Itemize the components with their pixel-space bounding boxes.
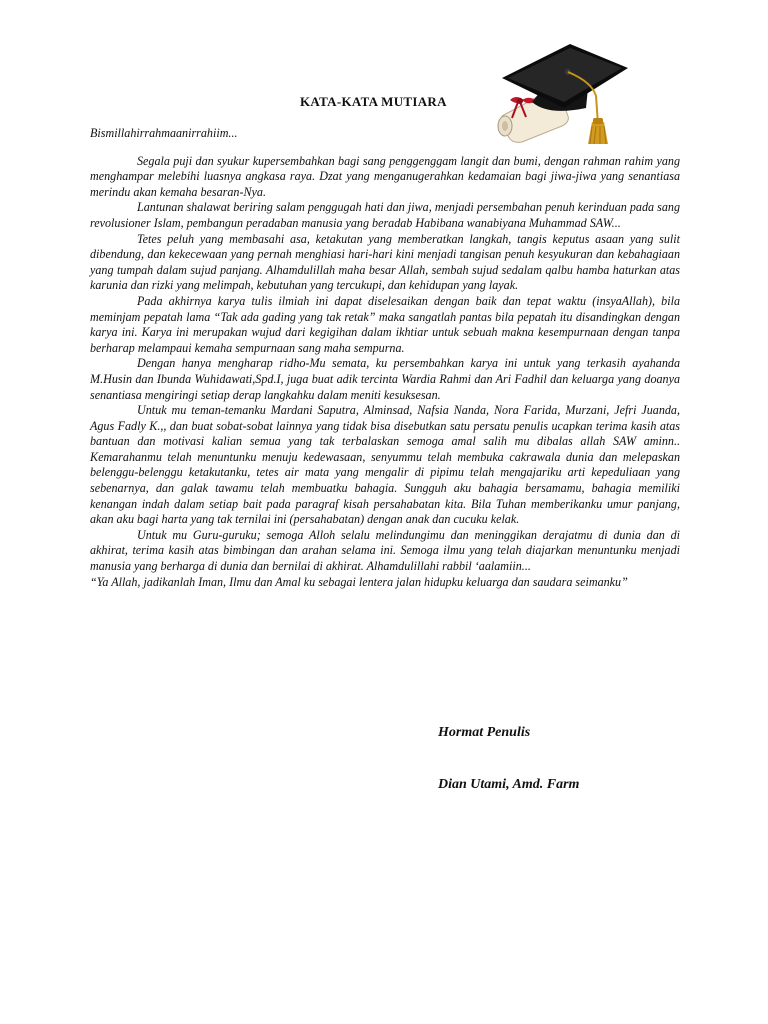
paragraph-praise: Segala puji dan syukur kupersembahkan bagi sang penggenggam langit dan bumi, dengan rahman rahim yang menghampar melebihi luasnya angkasa raya. Dzat yang menganugerahkan kedamaian bagi jiwa-jiwa yang senantiasa merindu akan kemaha besaran-Nya. (90, 153, 680, 199)
paragraph-teachers: Untuk mu Guru-guruku; semoga Alloh selalu melindungimu dan meninggikan derajatmu di dunia dan di akhirat, terima kasih atas bimbingan dan arahan selama ini. Semoga ilmu yang telah diajarkan menuntunku menjadi manusia yang berharga di dunia dan bernilai di akhirat. Alhamdulillahi rabbil ‘aalamiin... (90, 527, 680, 574)
paragraph-family: Dengan hanya mengharap ridho-Mu semata, ku persembahkan karya ini untuk yang terkasih ayahanda M.Husin dan Ibunda Wuhidawati,Spd.I, juga buat adik tercinta Wardia Rahmi dan Ari Fadhil dan keluarga yang doanya senantiasa mengiringi setiap derap langkahku dalam meniti kesuksesan. (90, 356, 680, 402)
paragraph-shalawat: Lantunan shalawat beriring salam penggugah hati dan jiwa, menjadi persembahan penuh kerinduan pada sang revolusioner Islam, pembangun peradaban manusia yang beradab Habibana wanabiyana Muhammad SAW... (90, 200, 680, 230)
paragraph-gratitude: Tetes peluh yang membasahi asa, ketakutan yang memberatkan langkah, tangis keputus asaan yang sulit dibendung, dan kekecewaan yang pernah menghiasi hari-hari kini menjadi tangisan penuh kesyukuran dan kebahagiaan yang tumpah dalam sujud panjang. Alhamdulillah maha besar Allah, sembah sujud sedalam qalbu hamba haturkan atas karunia dan rizki yang melimpah, kebutuhan yang tercukupi, dan kehidupan yang layak. (90, 231, 680, 293)
closing-quote: “Ya Allah, jadikanlah Iman, Ilmu dan Amal ku sebagai lentera jalan hidupku keluarga dan saudara seimanku” (90, 574, 628, 589)
page-title: KATA-KATA MUTIARA (300, 94, 447, 109)
opening-line: Bismillahirrahmaanirrahiim... (90, 126, 238, 140)
author-name: Dian Utami, Amd. Farm (438, 777, 580, 792)
paragraph-work: Pada akhirnya karya tulis ilmiah ini dapat diselesaikan dengan baik dan tepat waktu (insyaAllah), bila meminjam pepatah lama “Tak ada gading yang tak retak” maka sangatlah pantas bila pepatah itu disandingkan dengan karya ini. Karya ini merupakan wujud dari kegigihan dalam ikhtiar untuk sebuah makna kesempurnaan dengan tanpa berharap melampaui kemaha sempurnaan sang maha sempurna. (90, 293, 680, 355)
document-body (90, 126, 680, 590)
closing-salutation: Hormat Penulis (438, 725, 531, 740)
paragraph-friends: Untuk mu teman-temanku Mardani Saputra, Alminsad, Nafsia Nanda, Nora Farida, Murzani, Jefri Juanda, Agus Fadly K.,, dan buat sobat-sobat lainnya yang tidak bisa disebutkan satu persatu penulis ucapkan terima kasih atas bantuan dan motivasi kalian semua yang tak terbalaskan semoga amal salih mu dibalas allah SAW aminn.. Kemarahanmu telah menuntunku menuju kedewasaan, senyummu telah membuka cakrawala dunia dan melepaskan belenggu-belenggu ketakutanku, tetes air mata yang mengalir di pipimu telah mengajariku arti kepeduliaan yang sebenarnya, dan galak tawamu telah membuatku bahagia. Sungguh aku bahagia bersamamu, bahagia memiliki kenangan indah dalam setiap bait pada paragraf kisah persahabatan kita. Bila Tuhan memberikanku umur panjang, akan aku bagi harta yang tak ternilai ini (persahabatan) dengan anak dan cucuku kelak. (90, 403, 680, 527)
